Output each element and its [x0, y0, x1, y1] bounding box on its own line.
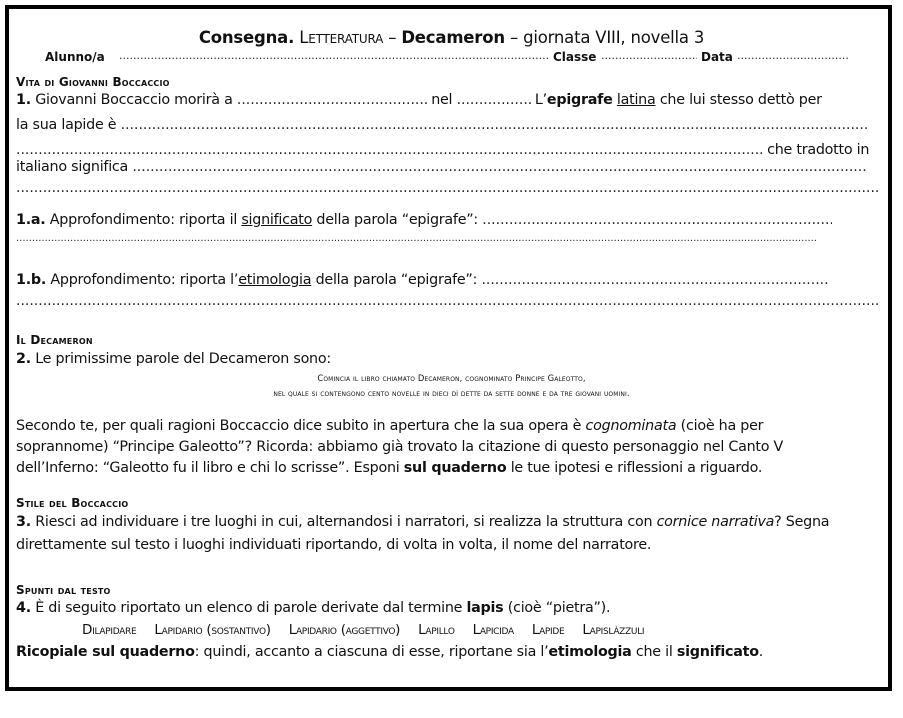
- q1-epigraph-field[interactable]: [121, 117, 869, 133]
- decameron-quote-line2: nel quale si contengono cento novelle in dieci dì dette da sette donne e da tre giovani uomini.: [273, 388, 630, 398]
- section-title-stile: Stile del Boccaccio: [16, 496, 129, 510]
- q2-para3-bold: sul quaderno: [403, 460, 507, 476]
- section-title-spunti: Spunti dal testo: [16, 583, 111, 597]
- consegna-label: Consegna.: [198, 28, 295, 47]
- q4-text-a: È di seguito riportato un elenco di parole derivate dal termine: [35, 600, 463, 616]
- q1-year-field[interactable]: [457, 92, 531, 108]
- subject-label: Letteratura: [299, 28, 384, 47]
- q2-number: 2.: [16, 351, 31, 367]
- question-2: [16, 351, 331, 367]
- question-1-line2: [16, 117, 884, 133]
- q1a-text-a: Approfondimento: riporta il: [49, 212, 238, 228]
- q2-para-italic: cognominata: [585, 418, 677, 434]
- lapis-word-list: [82, 622, 658, 638]
- q4-bold-2: etimologia: [548, 644, 632, 660]
- lapis-word: Lapide: [531, 622, 565, 638]
- q1-text-a: Giovanni Boccaccio morirà a: [35, 92, 233, 108]
- section-title-vita: Vita di Giovanni Boccaccio: [16, 75, 170, 89]
- q4-bold-1: Ricopiale sul quaderno: [16, 644, 195, 660]
- q2-text: Le primissime parole del Decameron sono:: [35, 351, 331, 367]
- alunno-label: Alunno/a: [45, 50, 105, 64]
- q2-para3-text-a: dell’Inferno: “Galeotto fu il libro e chi lo scrisse”. Esponi: [16, 460, 400, 476]
- q1b-text-a: Approfondimento: riporta l’: [50, 272, 239, 288]
- q4-text-b: (cioè “pietra”).: [507, 600, 611, 616]
- q1b-field-2[interactable]: [16, 293, 880, 309]
- q1-line4-text: italiano significa: [16, 159, 129, 175]
- data-label: Data: [701, 50, 733, 64]
- data-field[interactable]: [737, 49, 850, 62]
- question-4: [16, 600, 610, 616]
- lapis-word: Lapislàzzuli: [582, 622, 645, 638]
- question-1-line3: [16, 139, 884, 158]
- q3-number: 3.: [16, 514, 31, 530]
- q1-epigrafe: epigrafe: [546, 92, 613, 108]
- q4-bold-3: significato: [676, 644, 759, 660]
- question-3-line2: direttamente sul testo i luoghi individuati riportando, di volta in volta, il nome del narratore.: [16, 537, 652, 553]
- q4-number: 4.: [16, 600, 31, 616]
- q1-line3-text: che tradotto in: [767, 142, 870, 158]
- q3-text-a: Riesci ad individuare i tre luoghi in cui, alternandosi i narratori, si realizza la struttura con: [35, 514, 653, 530]
- lapis-word: Lapicida: [472, 622, 514, 638]
- q4-last-text-a: : quindi, accanto a ciascuna di esse, riportane sia l’: [194, 644, 549, 660]
- q1-text-c: L’: [534, 92, 547, 108]
- question-1a: [16, 212, 884, 228]
- question-1-line4: [16, 159, 884, 175]
- alunno-field[interactable]: [119, 49, 549, 62]
- q1-translation-field-2[interactable]: [16, 180, 880, 196]
- question-1b: [16, 272, 884, 288]
- q3-italic: cornice narrativa: [656, 514, 775, 530]
- decameron-quote-line1: Comincia il libro chiamato Decameron, cognominato Principe Galeotto,: [317, 373, 586, 383]
- q1a-number: 1.a.: [16, 212, 46, 228]
- work-title: Decameron: [401, 28, 505, 47]
- q1-number: 1.: [16, 92, 31, 108]
- classe-field[interactable]: [601, 49, 697, 62]
- q4-last-end: .: [758, 644, 764, 660]
- q2-paragraph-line1: [16, 418, 882, 434]
- q3-text-b: ? Segna: [774, 514, 830, 530]
- q1a-word: significato: [241, 212, 313, 228]
- dash: –: [388, 28, 397, 47]
- q2-paragraph-line2: soprannome) “Principe Galeotto”? Ricorda: abbiamo già trovato la citazione di questo personaggio nel Canto V: [16, 439, 784, 455]
- student-info-row: [45, 50, 850, 66]
- lapis-word: Lapidario (sostantivo): [154, 622, 271, 638]
- q1b-word: etimologia: [238, 272, 312, 288]
- lapis-word: Dilapidare: [82, 622, 137, 638]
- q4-instructions: [16, 644, 763, 660]
- q1-latina: latina: [616, 92, 656, 108]
- q1-epigraph-field-2[interactable]: [16, 142, 762, 158]
- q1-text-b: nel: [431, 92, 453, 108]
- q2-paragraph-line3: [16, 460, 762, 476]
- section-title-decameron: Il Decameron: [16, 333, 93, 347]
- q1b-number: 1.b.: [16, 272, 47, 288]
- classe-label: Classe: [553, 50, 597, 64]
- q2-para-text-b: (cioè ha per: [680, 418, 764, 434]
- q4-last-text-b: che il: [635, 644, 673, 660]
- question-1-line1: [16, 92, 884, 108]
- lapis-word: Lapillo: [418, 622, 455, 638]
- q1b-field[interactable]: [481, 272, 829, 288]
- q1-line2-text: la sua lapide è: [16, 117, 117, 133]
- q1a-field[interactable]: [482, 212, 832, 228]
- page-title: [0, 28, 903, 47]
- q2-para3-text-b: le tue ipotesi e riflessioni a riguardo.: [510, 460, 763, 476]
- lapis-word: Lapidario (aggettivo): [288, 622, 401, 638]
- question-3-line1: [16, 514, 829, 530]
- q1b-text-b: della parola “epigrafe”:: [315, 272, 478, 288]
- q1a-field-2[interactable]: [16, 233, 816, 244]
- q1-translation-field[interactable]: [132, 159, 868, 175]
- title-detail: – giornata VIII, novella 3: [509, 28, 705, 47]
- q4-lapis: lapis: [466, 600, 504, 616]
- q2-para-text-a: Secondo te, per quali ragioni Boccaccio dice subito in apertura che la sua opera è: [16, 418, 582, 434]
- q1-place-field[interactable]: [237, 92, 427, 108]
- q1a-text-b: della parola “epigrafe”:: [316, 212, 478, 228]
- q1-text-d: che lui stesso dettò per: [659, 92, 822, 108]
